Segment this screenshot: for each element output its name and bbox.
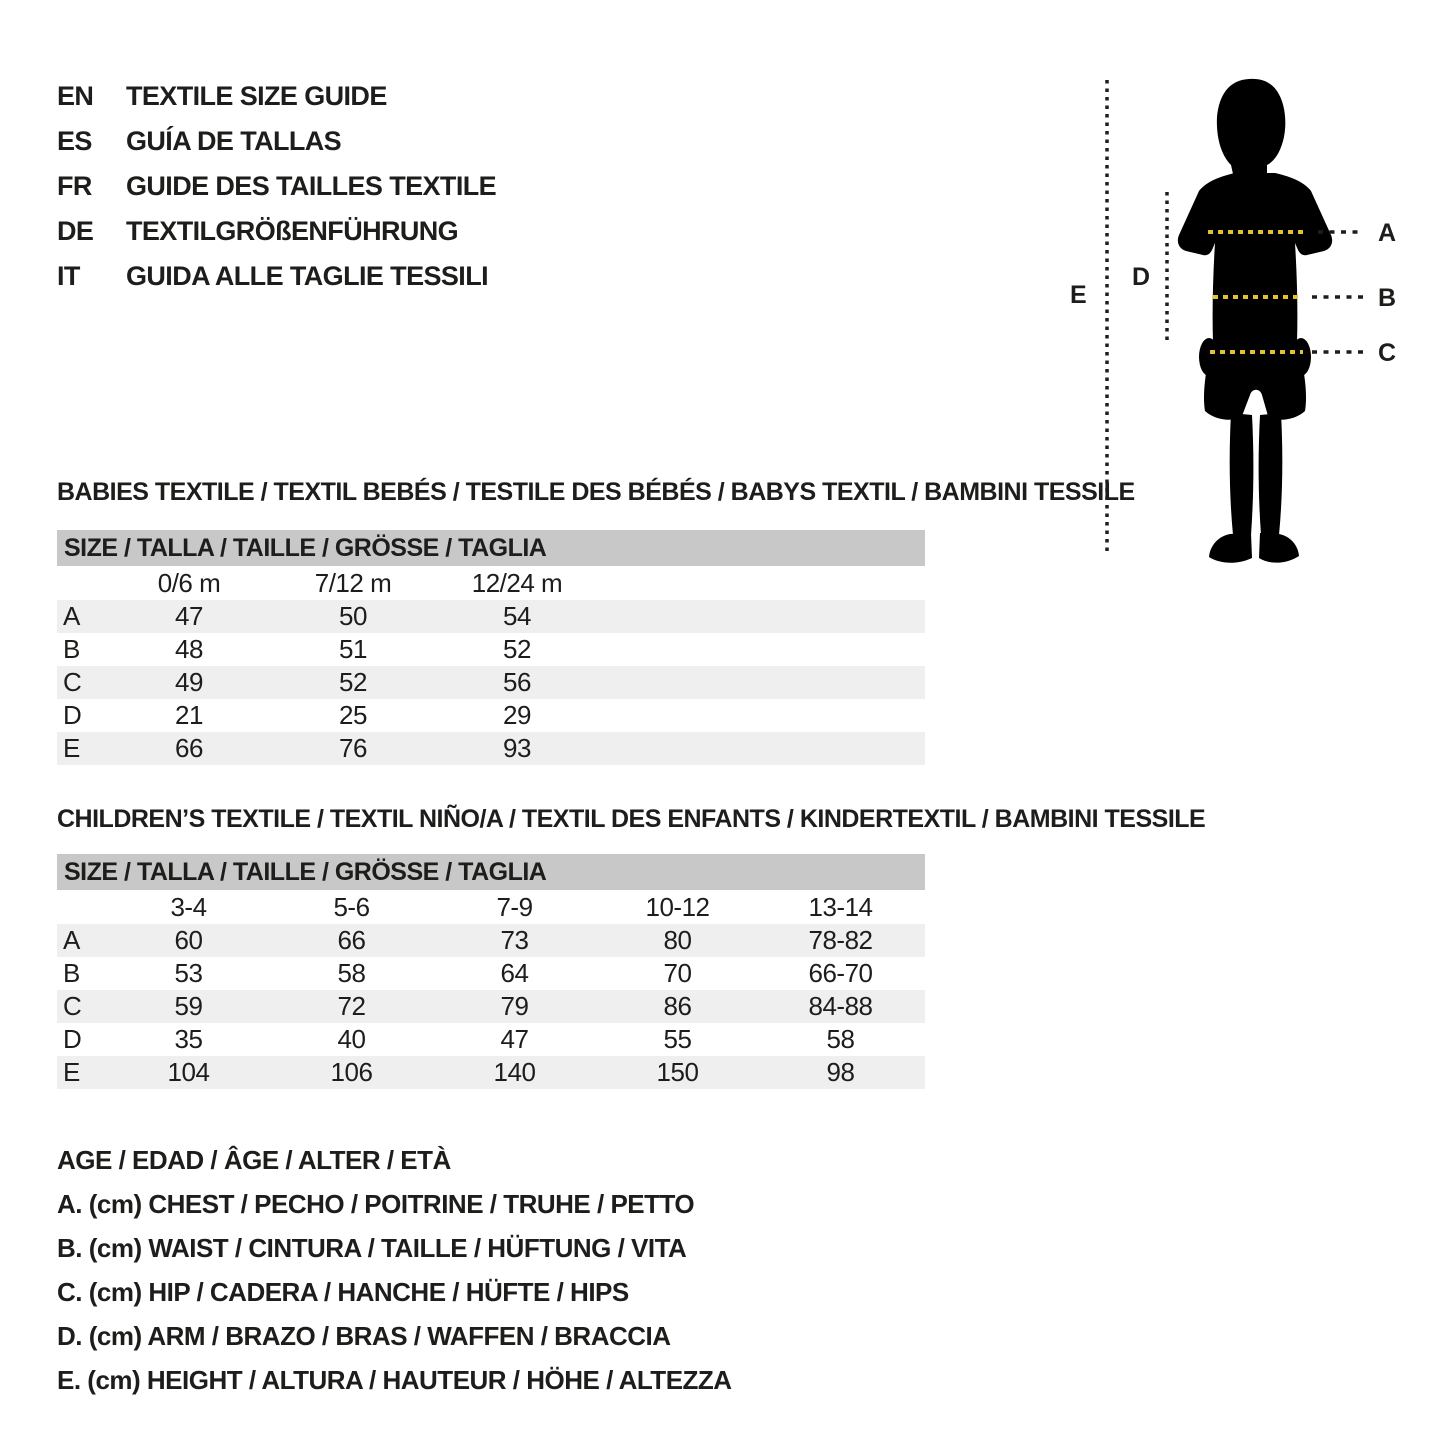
table-row-b <box>57 633 925 666</box>
row-label: C <box>63 667 82 697</box>
table-row-e <box>57 732 925 765</box>
table-cell: 66-70 <box>808 958 873 988</box>
language-row-it <box>57 254 496 299</box>
silhouette-right-leg <box>1259 413 1283 535</box>
table-cell: 84-88 <box>808 991 873 1021</box>
table-cell: 50 <box>339 601 367 631</box>
column-header: 7/12 m <box>314 567 392 598</box>
measure-label-d: D <box>1132 263 1151 291</box>
table-cell: 51 <box>339 634 367 664</box>
table-row-b <box>57 957 925 990</box>
babies-size-header-bar: SIZE / TALLA / TAILLE / GRÖSSE / TAGLIA <box>57 530 925 566</box>
measure-label-e: E <box>1070 281 1087 309</box>
table-cell: 106 <box>330 1057 373 1087</box>
table-cell: 66 <box>175 733 203 763</box>
table-cell: 58 <box>337 958 366 988</box>
table-row-c <box>57 990 925 1023</box>
babies-size-table <box>57 530 925 765</box>
legend-chest-a: A. (cm) CHEST / PECHO / POITRINE / TRUHE / PETTO <box>57 1188 695 1219</box>
table-cell: 70 <box>663 958 692 988</box>
table-cell: 78-82 <box>808 925 873 955</box>
table-cell: 79 <box>500 991 529 1021</box>
table-cell: 60 <box>174 925 203 955</box>
row-label: E <box>63 733 80 763</box>
table-cell: 73 <box>500 925 529 955</box>
language-code: IT <box>57 261 80 291</box>
column-header: 13-14 <box>808 891 873 922</box>
row-label: D <box>63 700 82 730</box>
children-column-header-row <box>57 890 925 924</box>
table-cell: 52 <box>339 667 367 697</box>
table-cell: 76 <box>339 733 367 763</box>
language-code: EN <box>57 81 94 111</box>
row-label: A <box>63 925 80 955</box>
babies-textile-section <box>57 478 1135 765</box>
children-section-title: CHILDREN’S TEXTILE / TEXTIL NIÑO/A / TEXTIL DES ENFANTS / KINDERTEXTIL / BAMBINI TESSILE <box>57 805 1206 833</box>
table-row-a <box>57 924 925 957</box>
table-cell: 98 <box>826 1057 855 1087</box>
table-cell: 66 <box>337 925 366 955</box>
silhouette-head <box>1217 79 1285 174</box>
measure-label-a: A <box>1378 219 1397 247</box>
table-cell: 47 <box>175 601 203 631</box>
table-cell: 93 <box>503 733 531 763</box>
table-cell: 86 <box>663 991 692 1021</box>
language-code: DE <box>57 216 94 246</box>
row-label: B <box>63 634 80 664</box>
column-header: 5-6 <box>333 891 370 922</box>
table-row-d <box>57 1023 925 1056</box>
table-cell: 21 <box>175 700 203 730</box>
language-header <box>57 74 496 299</box>
row-label: D <box>63 1024 82 1054</box>
guide-title-fr: GUIDE DES TAILLES TEXTILE <box>126 171 497 201</box>
babies-section-title: BABIES TEXTILE / TEXTIL BEBÉS / TESTILE DES BÉBÉS / BABYS TEXTIL / BAMBINI TESSILE <box>57 478 1135 506</box>
language-row-en <box>57 74 496 119</box>
silhouette-left-shoe <box>1209 533 1252 563</box>
table-cell: 64 <box>500 958 529 988</box>
column-header: 3-4 <box>170 891 207 922</box>
row-label: A <box>63 601 80 631</box>
measurement-legend <box>57 1138 732 1402</box>
language-row-es <box>57 119 496 164</box>
table-cell: 55 <box>663 1024 692 1054</box>
guide-title-es: GUÍA DE TALLAS <box>126 126 342 156</box>
guide-title-en: TEXTILE SIZE GUIDE <box>126 81 387 111</box>
language-code: FR <box>57 171 92 201</box>
column-header: 12/24 m <box>471 567 563 598</box>
table-cell: 140 <box>493 1057 536 1087</box>
row-label: B <box>63 958 80 988</box>
table-cell: 48 <box>175 634 203 664</box>
legend-hip-c: C. (cm) HIP / CADERA / HANCHE / HÜFTE / HIPS <box>57 1276 629 1307</box>
column-header: 10-12 <box>645 891 710 922</box>
table-cell: 54 <box>503 601 531 631</box>
guide-title-it: GUIDA ALLE TAGLIE TESSILI <box>126 261 488 291</box>
table-cell: 29 <box>503 700 531 730</box>
table-cell: 49 <box>175 667 203 697</box>
column-header: 0/6 m <box>157 567 221 598</box>
table-row-c <box>57 666 925 699</box>
table-cell: 56 <box>503 667 531 697</box>
table-cell: 35 <box>174 1024 203 1054</box>
table-row-e <box>57 1056 925 1089</box>
table-cell: 47 <box>500 1024 529 1054</box>
row-label: C <box>63 991 82 1021</box>
children-size-header-bar: SIZE / TALLA / TAILLE / GRÖSSE / TAGLIA <box>57 854 925 890</box>
legend-height-e: E. (cm) HEIGHT / ALTURA / HAUTEUR / HÖHE / ALTEZZA <box>57 1364 732 1395</box>
table-row-d <box>57 699 925 732</box>
measure-label-b: B <box>1378 284 1397 312</box>
row-label: E <box>63 1057 80 1087</box>
legend-arm-d: D. (cm) ARM / BRAZO / BRAS / WAFFEN / BRACCIA <box>57 1320 671 1351</box>
language-code: ES <box>57 126 92 156</box>
child-silhouette <box>1178 79 1332 563</box>
silhouette-right-shoe <box>1259 533 1299 563</box>
table-row-a <box>57 600 925 633</box>
language-row-de <box>57 209 496 254</box>
measure-label-c: C <box>1378 339 1397 367</box>
column-header: 7-9 <box>496 891 533 922</box>
table-cell: 72 <box>337 991 366 1021</box>
children-size-table <box>57 854 925 1089</box>
babies-column-header-row <box>57 566 925 600</box>
table-cell: 53 <box>174 958 203 988</box>
table-cell: 25 <box>339 700 367 730</box>
legend-age: AGE / EDAD / ÂGE / ALTER / ETÀ <box>57 1144 451 1175</box>
table-cell: 80 <box>663 925 692 955</box>
table-cell: 59 <box>174 991 203 1021</box>
children-textile-section <box>57 805 1206 1089</box>
silhouette-shirt <box>1178 173 1332 343</box>
table-cell: 58 <box>826 1024 855 1054</box>
silhouette-left-leg <box>1230 413 1254 535</box>
table-cell: 52 <box>503 634 531 664</box>
table-cell: 104 <box>167 1057 210 1087</box>
legend-waist-b: B. (cm) WAIST / CINTURA / TAILLE / HÜFTUNG / VITA <box>57 1232 687 1263</box>
table-cell: 150 <box>656 1057 699 1087</box>
language-row-fr <box>57 164 496 209</box>
table-cell: 40 <box>337 1024 366 1054</box>
guide-title-de: TEXTILGRÖßENFÜHRUNG <box>126 216 459 246</box>
